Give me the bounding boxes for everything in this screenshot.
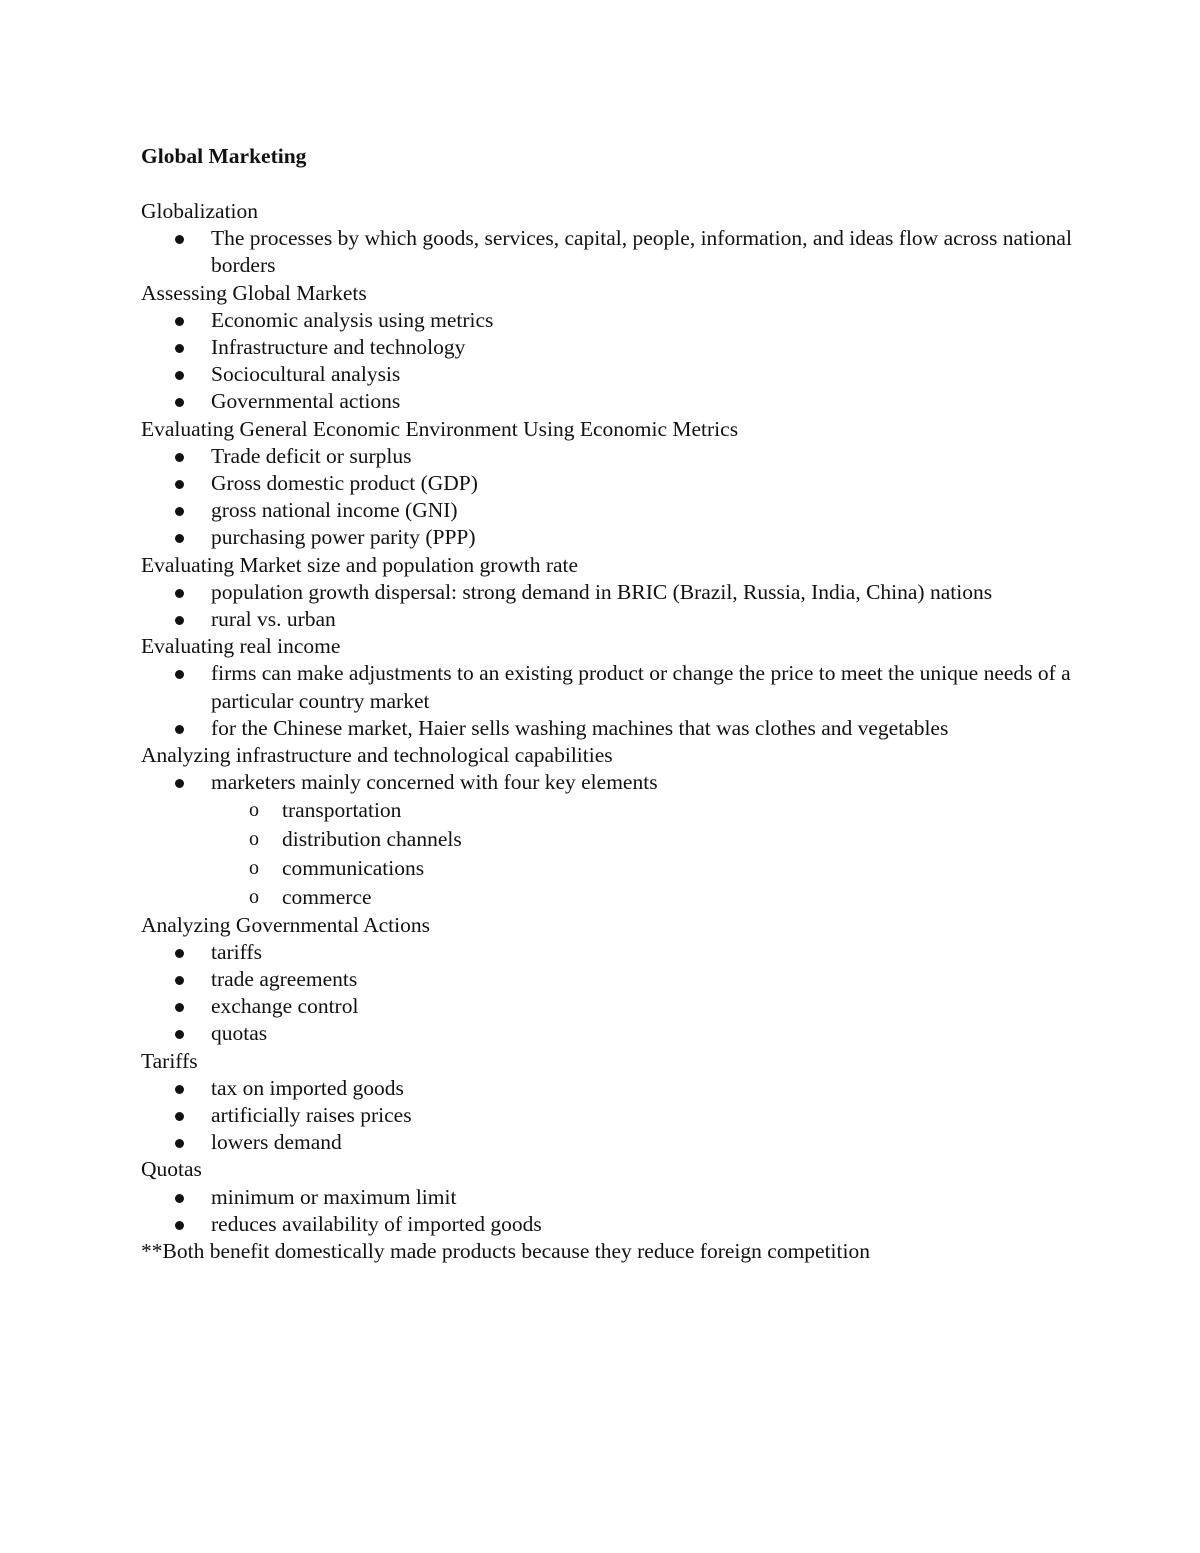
bullet-text: quotas <box>211 1021 268 1046</box>
bullet-text: firms can make adjustments to an existing product or change the price to meet the unique needs of a particular country market <box>211 661 1071 713</box>
bullet-text: purchasing power parity (PPP) <box>211 525 476 550</box>
bullet-text: artificially raises prices <box>211 1103 412 1128</box>
bullet-item <box>211 307 1101 334</box>
bullet-icon <box>175 344 184 353</box>
bullet-text: Gross domestic product (GDP) <box>211 471 478 496</box>
bullet-text: minimum or maximum limit <box>211 1184 457 1209</box>
bullet-text: tariffs <box>211 939 262 964</box>
document-page <box>141 140 1101 1265</box>
bullet-icon <box>175 1112 184 1121</box>
bullet-icon <box>175 235 184 244</box>
sub-bullet-text: distribution channels <box>282 827 462 852</box>
bullet-icon <box>175 1221 184 1230</box>
bullet-icon <box>175 779 184 788</box>
bullet-item <box>211 443 1101 470</box>
bullet-item <box>211 660 1101 714</box>
bullet-item <box>211 470 1101 497</box>
sub-bullet-item <box>249 796 1101 825</box>
section-heading: Globalization <box>141 199 259 223</box>
document-body <box>141 198 1101 1238</box>
bullet-item <box>211 1020 1101 1047</box>
bullet-icon <box>175 1139 184 1148</box>
bullet-icon <box>175 616 184 625</box>
bullet-item <box>211 579 1101 606</box>
bullet-list <box>141 307 1101 416</box>
bullet-item <box>211 1075 1101 1102</box>
bullet-icon <box>175 1194 184 1203</box>
bullet-item <box>211 497 1101 524</box>
section-heading: Analyzing infrastructure and technological capabilities <box>141 743 613 768</box>
bullet-item <box>211 966 1101 993</box>
bullet-item <box>211 524 1101 551</box>
bullet-item <box>211 1129 1101 1156</box>
bullet-text: population growth dispersal: strong demand in BRIC (Brazil, Russia, India, China) nations <box>211 579 993 604</box>
bullet-text: Infrastructure and technology <box>211 335 466 360</box>
sub-bullet-text: transportation <box>282 798 402 823</box>
bullet-list <box>141 939 1101 1048</box>
section-heading: Evaluating Market size and population growth rate <box>141 552 579 577</box>
bullet-item <box>211 361 1101 388</box>
hollow-bullet-icon: o <box>249 799 259 822</box>
bullet-text: exchange control <box>211 994 359 1019</box>
sub-bullet-item <box>249 883 1101 912</box>
hollow-bullet-icon: o <box>249 828 259 851</box>
bullet-icon <box>175 670 184 679</box>
bullet-text: The processes by which goods, services, capital, people, information, and ideas flow across national borders <box>211 226 1072 278</box>
bullet-icon <box>175 1085 184 1094</box>
bullet-text: rural vs. urban <box>211 607 336 632</box>
bullet-item <box>211 388 1101 415</box>
bullet-icon <box>175 371 184 380</box>
bullet-list <box>141 769 1101 911</box>
bullet-text: for the Chinese market, Haier sells washing machines that was clothes and vegetables <box>211 715 949 740</box>
bullet-icon <box>175 589 184 598</box>
section-heading: Assessing Global Markets <box>141 280 367 305</box>
bullet-item <box>211 1211 1101 1238</box>
bullet-text: gross national income (GNI) <box>211 498 458 523</box>
bullet-item <box>211 769 1101 911</box>
bullet-item <box>211 334 1101 361</box>
bullet-icon <box>175 976 184 985</box>
bullet-text: Economic analysis using metrics <box>211 307 494 332</box>
bullet-list <box>141 443 1101 552</box>
document-title: Global Marketing <box>141 144 307 168</box>
section-heading: Analyzing Governmental Actions <box>141 912 430 937</box>
bullet-list <box>141 225 1101 279</box>
section-heading: Evaluating real income <box>141 634 341 659</box>
bullet-item <box>211 715 1101 742</box>
bullet-text: trade agreements <box>211 967 358 992</box>
bullet-text: Sociocultural analysis <box>211 362 401 387</box>
sub-bullet-list <box>211 796 1101 911</box>
bullet-icon <box>175 507 184 516</box>
bullet-item <box>211 1184 1101 1211</box>
bullet-text: tax on imported goods <box>211 1075 404 1100</box>
bullet-icon <box>175 725 184 734</box>
bullet-list <box>141 579 1101 633</box>
bullet-list <box>141 1075 1101 1157</box>
bullet-item <box>211 939 1101 966</box>
sub-bullet-text: commerce <box>282 884 372 909</box>
bullet-icon <box>175 534 184 543</box>
bullet-item <box>211 606 1101 633</box>
bullet-text: Trade deficit or surplus <box>211 443 412 468</box>
sub-bullet-text: communications <box>282 856 425 881</box>
sub-bullet-item <box>249 825 1101 854</box>
bullet-text: lowers demand <box>211 1130 342 1155</box>
hollow-bullet-icon: o <box>249 885 259 908</box>
bullet-icon <box>175 480 184 489</box>
bullet-item <box>211 993 1101 1020</box>
bullet-item <box>211 225 1101 279</box>
closing-note: **Both benefit domestically made products because they reduce foreign competition <box>141 1239 870 1264</box>
bullet-item <box>211 1102 1101 1129</box>
bullet-icon <box>175 453 184 462</box>
sub-bullet-item <box>249 854 1101 883</box>
hollow-bullet-icon: o <box>249 857 259 880</box>
section-heading: Quotas <box>141 1157 202 1182</box>
bullet-text: marketers mainly concerned with four key elements <box>211 770 658 795</box>
bullet-text: Governmental actions <box>211 389 401 414</box>
bullet-icon <box>175 1030 184 1039</box>
bullet-text: reduces availability of imported goods <box>211 1211 542 1236</box>
bullet-icon <box>175 398 184 407</box>
section-heading: Evaluating General Economic Environment Using Economic Metrics <box>141 416 739 441</box>
bullet-icon <box>175 949 184 958</box>
section-heading: Tariffs <box>141 1048 198 1073</box>
bullet-list <box>141 660 1101 742</box>
bullet-icon <box>175 317 184 326</box>
bullet-icon <box>175 1003 184 1012</box>
bullet-list <box>141 1184 1101 1238</box>
